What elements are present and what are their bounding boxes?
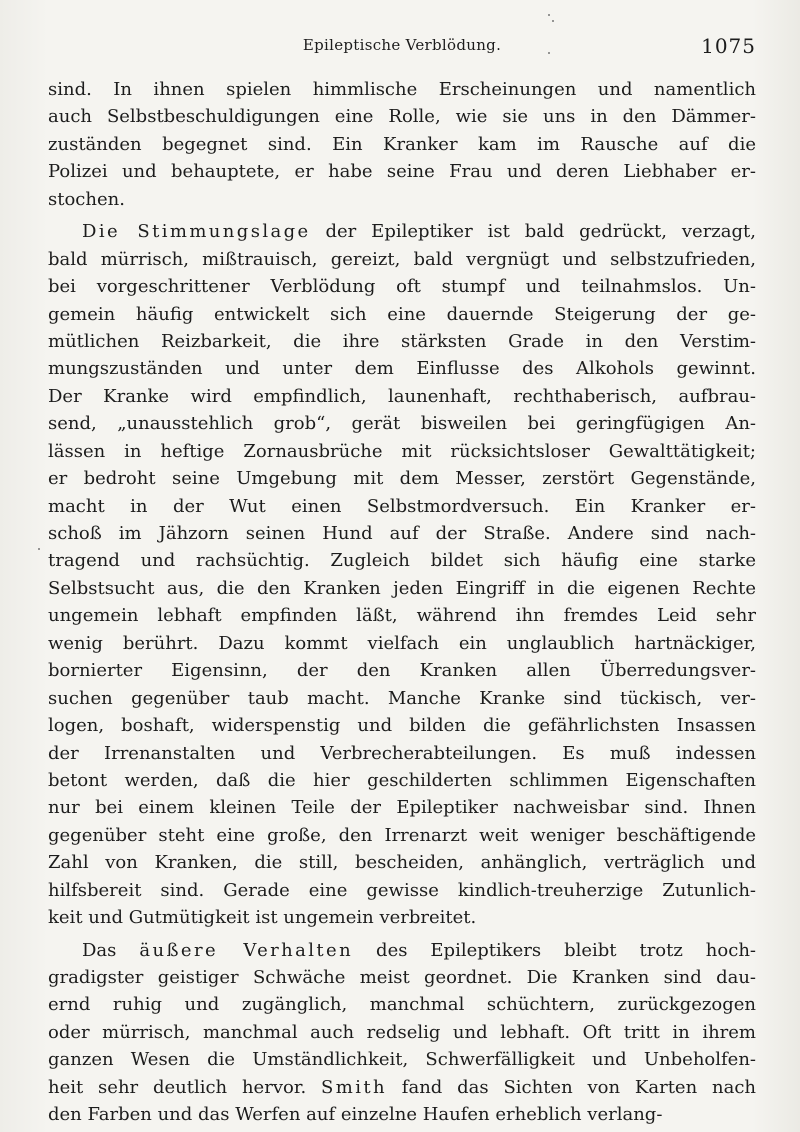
text-line bbox=[48, 794, 756, 821]
text-line bbox=[48, 438, 756, 465]
line-text: bald mürrisch, mißtrauisch, gereizt, bald vergnügt und selbstzufrieden, bbox=[48, 248, 756, 270]
text-line bbox=[48, 218, 756, 245]
text-line bbox=[48, 410, 756, 437]
line-text: den Farben und das Werfen auf einzelne Haufen erheblich verlang- bbox=[48, 1104, 663, 1126]
line-text: ernd ruhig und zugänglich, manchmal schüchtern, zurückgezogen bbox=[48, 994, 756, 1016]
text-line bbox=[48, 657, 756, 684]
text-line bbox=[48, 465, 756, 492]
line-text: zuständen begegnet sind. Ein Kranker kam im Rausche auf die bbox=[48, 133, 756, 155]
line-text: gemein häufig entwickelt sich eine dauernde Steigerung der ge- bbox=[48, 303, 756, 325]
text-line bbox=[48, 1074, 756, 1101]
text-line bbox=[48, 355, 756, 382]
text-line bbox=[48, 849, 756, 876]
line-text: er bedroht seine Umgebung mit dem Messer, zerstört Gegenstände, bbox=[48, 468, 756, 490]
line-text: macht in der Wut einen Selbstmordversuch. Ein Kranker er- bbox=[48, 495, 756, 517]
line-text: Das bbox=[82, 939, 140, 961]
page-number: 1075 bbox=[701, 34, 756, 58]
line-text: oder mürrisch, manchmal auch redselig und lebhaft. Oft tritt in ihrem bbox=[48, 1021, 756, 1043]
print-speck bbox=[548, 14, 550, 16]
text-line bbox=[48, 740, 756, 767]
line-text: bornierter Eigensinn, der den Kranken allen Überredungsver- bbox=[48, 660, 756, 682]
text-line bbox=[48, 186, 756, 213]
spaced-term: Die Stimmungslage bbox=[82, 221, 311, 243]
line-text: keit und Gutmütigkeit ist ungemein verbreitet. bbox=[48, 907, 477, 929]
line-text: mungszuständen und unter dem Einflusse des Alkohols gewinnt. bbox=[48, 358, 756, 380]
text-line bbox=[48, 877, 756, 904]
running-title: Epileptische Verblödung. bbox=[302, 36, 502, 54]
spaced-term: Smith bbox=[321, 1076, 387, 1098]
text-line bbox=[48, 158, 756, 185]
line-text: gradigster geistiger Schwäche meist geordnet. Die Kranken sind dau- bbox=[48, 967, 756, 988]
text-line bbox=[48, 520, 756, 547]
line-text: tragend und rachsüchtig. Zugleich bildet sich häufig eine starke bbox=[48, 550, 756, 572]
line-text: lässen in heftige Zornausbrüche mit rücksichtsloser Gewalttätigkeit; bbox=[48, 440, 756, 462]
line-text: bei vorgeschrittener Verblödung oft stumpf und teilnahmslos. Un- bbox=[48, 276, 756, 298]
text-line bbox=[48, 328, 756, 355]
spaced-term: äußere Verhalten bbox=[139, 939, 354, 961]
line-text: hilfsbereit sind. Gerade eine gewisse kindlich-treuherzige Zutunlich- bbox=[48, 879, 756, 901]
line-text: heit sehr deutlich hervor. bbox=[48, 1076, 321, 1098]
text-line bbox=[48, 767, 756, 794]
line-text: suchen gegenüber taub macht. Manche Kranke sind tückisch, ver- bbox=[48, 687, 756, 709]
line-text: ganzen Wesen die Umständlichkeit, Schwerfälligkeit und Unbeholfen- bbox=[48, 1049, 756, 1071]
text-line bbox=[48, 964, 756, 991]
paragraph bbox=[48, 218, 756, 931]
line-text: Polizei und behauptete, er habe seine Frau und deren Liebhaber er- bbox=[48, 161, 756, 183]
line-text: wenig berührt. Dazu kommt vielfach ein unglaublich hartnäckiger, bbox=[48, 632, 756, 654]
print-speck bbox=[38, 548, 40, 550]
text-line bbox=[48, 822, 756, 849]
line-text: logen, boshaft, widerspenstig und bilden die gefährlichsten Insassen bbox=[48, 715, 756, 737]
line-text: Der Kranke wird empfindlich, launenhaft, rechthaberisch, aufbrau- bbox=[48, 385, 756, 407]
text-line bbox=[48, 76, 756, 103]
text-line bbox=[48, 685, 756, 712]
line-text: betont werden, daß die hier geschilderten schlimmen Eigenschaften bbox=[48, 769, 756, 791]
text-line bbox=[48, 904, 756, 931]
line-text: schoß im Jähzorn seinen Hund auf der Straße. Andere sind nach- bbox=[48, 523, 756, 544]
line-text: des Epileptikers bleibt trotz hoch- bbox=[353, 939, 756, 961]
text-line bbox=[48, 937, 756, 964]
text-line bbox=[48, 547, 756, 574]
line-text: fand das Sichten von Karten nach bbox=[386, 1076, 756, 1098]
text-line bbox=[48, 103, 756, 130]
line-text: der Irrenanstalten und Verbrecherabteilungen. Es muß indessen bbox=[48, 742, 756, 764]
text-line bbox=[48, 1046, 756, 1073]
text-line bbox=[48, 493, 756, 520]
line-text: mütlichen Reizbarkeit, die ihre stärksten Grade in den Verstim- bbox=[48, 330, 756, 352]
text-line bbox=[48, 630, 756, 657]
text-line bbox=[48, 383, 756, 410]
line-text: sind. In ihnen spielen himmlische Erscheinungen und namentlich bbox=[48, 79, 756, 100]
paragraph bbox=[48, 76, 756, 213]
line-text: Zahl von Kranken, die still, bescheiden, anhänglich, verträglich und bbox=[48, 852, 756, 874]
text-line bbox=[48, 602, 756, 629]
line-text: send, „unausstehlich grob“, gerät bisweilen bei geringfügigen An- bbox=[48, 413, 756, 435]
page-header bbox=[48, 34, 756, 62]
text-line bbox=[48, 131, 756, 158]
text-line bbox=[48, 1101, 756, 1128]
text-line bbox=[48, 1019, 756, 1046]
line-text: ungemein lebhaft empfinden läßt, während ihn fremdes Leid sehr bbox=[48, 605, 756, 627]
body-text bbox=[48, 76, 756, 1129]
print-speck bbox=[548, 52, 550, 54]
line-text: auch Selbstbeschuldigungen eine Rolle, wie sie uns in den Dämmer- bbox=[48, 106, 756, 128]
print-speck bbox=[552, 20, 554, 22]
text-line bbox=[48, 712, 756, 739]
line-text: gegenüber steht eine große, den Irrenarzt weit weniger beschäftigende bbox=[48, 824, 756, 846]
text-line bbox=[48, 246, 756, 273]
line-text: Selbstsucht aus, die den Kranken jeden Eingriff in die eigenen Rechte bbox=[48, 577, 756, 599]
line-text: der Epileptiker ist bald gedrückt, verzagt, bbox=[310, 221, 756, 243]
line-text: stochen. bbox=[48, 188, 125, 210]
text-line bbox=[48, 991, 756, 1018]
text-line bbox=[48, 301, 756, 328]
text-line bbox=[48, 273, 756, 300]
text-line bbox=[48, 575, 756, 602]
paragraph bbox=[48, 937, 756, 1129]
line-text: nur bei einem kleinen Teile der Epileptiker nachweisbar sind. Ihnen bbox=[48, 797, 756, 819]
